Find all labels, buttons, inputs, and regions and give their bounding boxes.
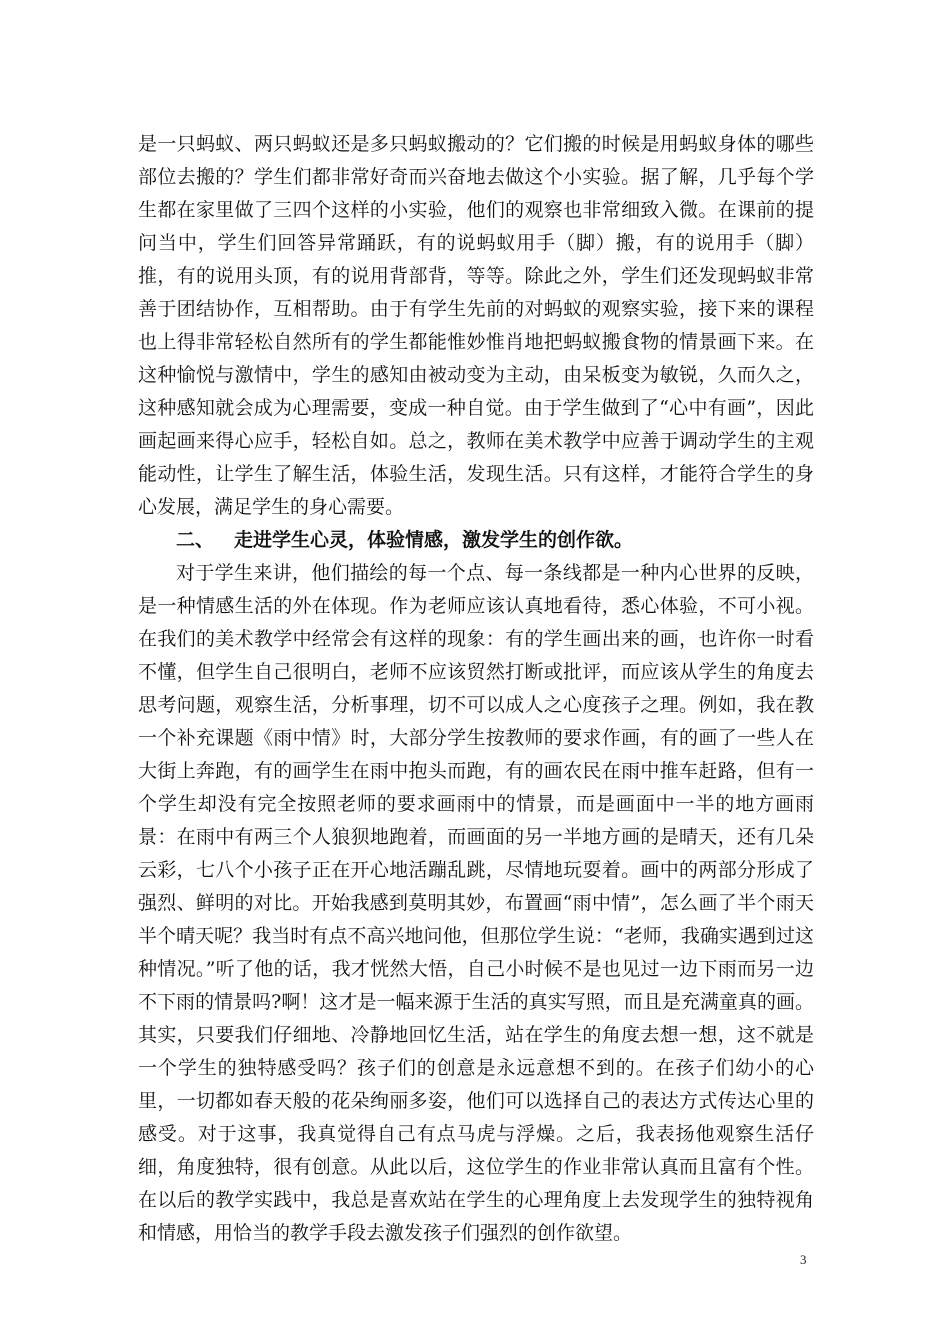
section-heading-number: 二、: [176, 529, 215, 551]
paragraph: 对于学生来讲，他们描绘的每一个点、每一条线都是一种内心世界的反映，是一种情感生活的外在体现。作为老师应该认真地看待，悉心体验，不可小视。在我们的美术教学中经常会有这样的现象：有的学生画出来的画，也许你一时看不懂，但学生自己很明白，老师不应该贸然打断或批评，而应该从学生的角度去思考问题，观察生活，分析事理，切不可以成人之心度孩子之理。例如，我在教一个补充课题《雨中情》时，大部分学生按教师的要求作画，有的画了一些人在大街上奔跑，有的画学生在雨中抱头而跑，有的画农民在雨中推车赶路，但有一个学生却没有完全按照老师的要求画雨中的情景，而是画面中一半的地方画雨景：在雨中有两三个人狼狈地跑着，而画面的另一半地方画的是晴天，还有几朵云彩，七八个小孩子正在开心地活蹦乱跳，尽情地玩耍着。画中的两部分形成了强烈、鲜明的对比。开始我感到莫明其妙，布置画“雨中情”，怎么画了半个雨天半个晴天呢？我当时有点不高兴地问他，但那位学生说：“老师，我确实遇到过这种情况。”听了他的话，我才恍然大悟，自己小时候不是也见过一边下雨而另一边不下雨的情景吗?啊！这才是一幅来源于生活的真实写照，而且是充满童真的画。其实，只要我们仔细地、冷静地回忆生活，站在学生的角度去想一想，这不就是一个学生的独特感受吗？孩子们的创意是永远意想不到的。在孩子们幼小的心里，一切都如春天般的花朵绚丽多姿，他们可以选择自己的表达方式传达心里的感受。对于这事，我真觉得自己有点马虎与浮燥。之后，我表扬他观察生活仔细，角度独特，很有创意。从此以后，这位学生的作业非常认真而且富有个性。在以后的教学实践中，我总是喜欢站在学生的心理角度上去发现学生的独特视角和情感，用恰当的教学手段去激发孩子们强烈的创作欲望。: [138, 562, 814, 1244]
section-heading-text: 走进学生心灵，体验情感，激发学生的创作欲。: [234, 529, 634, 551]
paragraph-continued: 是一只蚂蚁、两只蚂蚁还是多只蚂蚁搬动的？它们搬的时候是用蚂蚁身体的哪些部位去搬的？学生们都非常好奇而兴奋地去做这个小实验。据了解，几乎每个学生都在家里做了三四个这样的小实验，他们的观察也非常细致入微。在课前的提问当中，学生们回答异常踊跃，有的说蚂蚁用手（脚）搬，有的说用手（脚）推，有的说用头顶，有的说用背部背，等等。除此之外，学生们还发现蚂蚁非常善于团结协作，互相帮助。由于有学生先前的对蚂蚁的观察实验，接下来的课程也上得非常轻松自然所有的学生都能惟妙惟肖地把蚂蚁搬食物的情景画下来。在这种愉悦与激情中，学生的感知由被动变为主动，由呆板变为敏锐，久而久之，这种感知就会成为心理需要，变成一种自觉。由于学生做到了“心中有画”，因此画起画来得心应手，轻松自如。总之，教师在美术教学中应善于调动学生的主观能动性，让学生了解生活，体验生活，发现生活。只有这样，才能符合学生的身心发展，满足学生的身心需要。: [138, 133, 814, 518]
page-number: 3: [800, 1252, 807, 1267]
section-heading: [138, 524, 814, 557]
document-body: [138, 128, 814, 1250]
